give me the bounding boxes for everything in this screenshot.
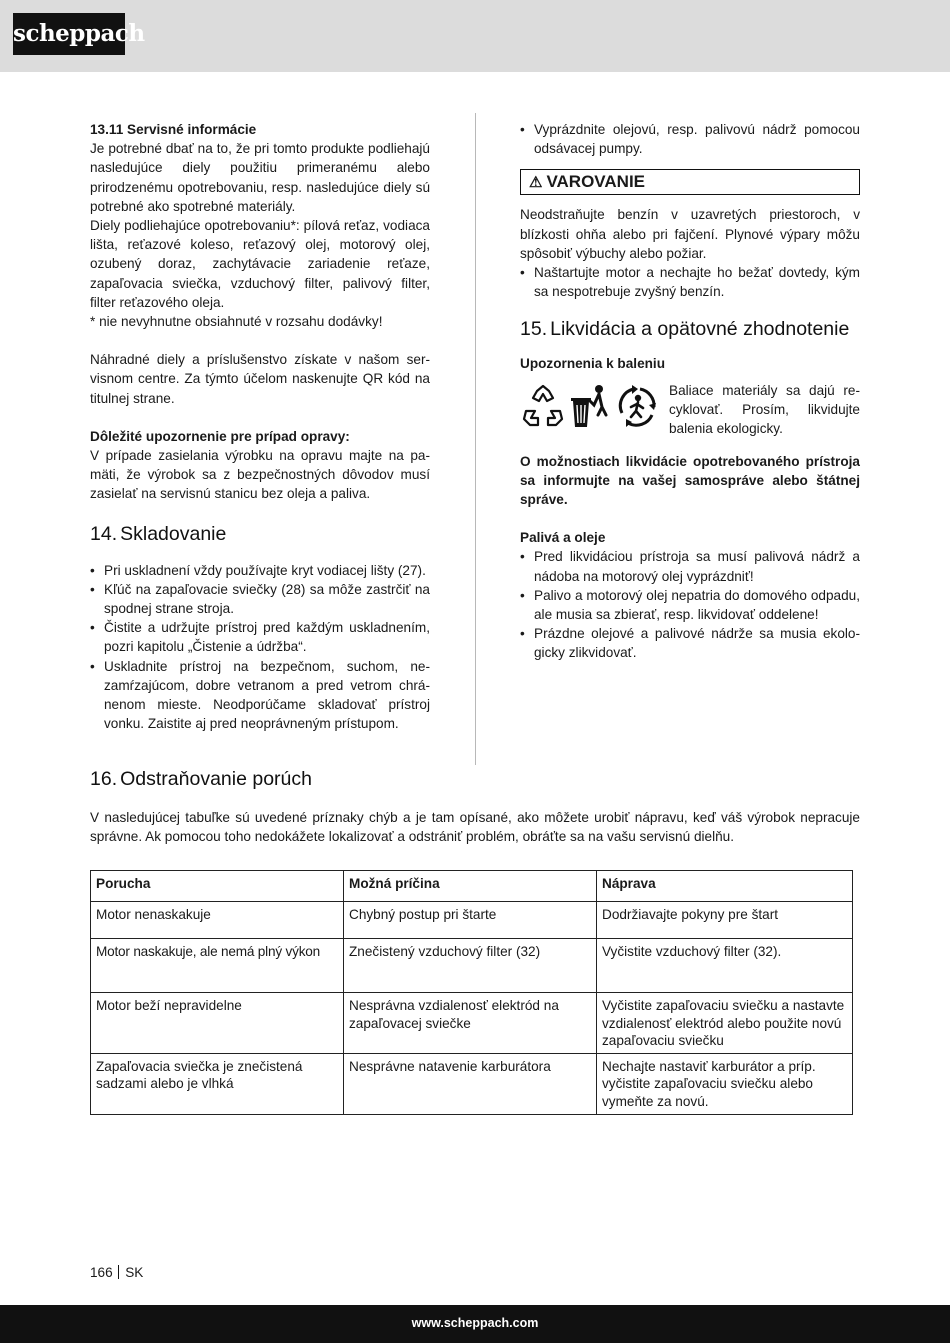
recycle-icon	[520, 383, 566, 429]
repair-text: V prípade zasielania výrobku na opravu majte na pamäti, že výrobok sa z bezpečnostných dôvodov musí zasielať na servisnú stanicu bez oleja a paliva.	[90, 448, 430, 502]
table-cell: Vyčistite zapaľovaciu sviečku a nastavte vzdialenosť elektród alebo použite novú zapaľovaciu sviečku	[597, 993, 853, 1054]
table-cell: Vyčistite vzduchový filter (32).	[597, 939, 853, 993]
warning-list	[520, 263, 860, 301]
municipal-note: O možnostiach likvidácie opotrebovaného prístroja sa informujte na vašej samospráve alebo štátnej správe.	[520, 453, 860, 508]
storage-title: Skladovanie	[120, 522, 227, 545]
spare-parts-text: Náhradné diely a príslušenstvo získate v našom servisnom centre. Za týmto účelom naskenujte QR kód na titulnej strane.	[90, 352, 430, 406]
troubleshooting-number: 16.	[90, 768, 118, 790]
fuel-list	[520, 547, 860, 662]
disposal-title: Likvidácia a opätovné zhodnotenie	[550, 318, 850, 341]
storage-heading	[90, 521, 430, 547]
service-title: 13.11 Servisné informácie	[90, 122, 257, 137]
warning-label: VAROVANIE	[546, 172, 645, 192]
packaging-icons	[520, 381, 660, 441]
trash-bin-icon	[570, 383, 610, 429]
column-header: Náprava	[597, 871, 853, 902]
troubleshooting-table	[90, 870, 853, 1115]
table-cell: Motor beží nepravidelne	[91, 993, 344, 1054]
storage-list	[90, 561, 430, 734]
column-divider	[475, 113, 476, 765]
column-header: Porucha	[91, 871, 344, 902]
recycle-person-icon	[614, 383, 660, 429]
table-cell: Motor naskakuje, ale nemá plný výkon	[91, 939, 344, 993]
table-cell: Dodržiavajte pokyny pre štart	[597, 902, 853, 939]
table-cell: Nesprávna vzdialenosť elektród na zapaľovacej sviečke	[344, 993, 597, 1054]
column-header: Možná príčina	[344, 871, 597, 902]
warning-triangle-icon: ⚠	[529, 174, 543, 192]
list-item: • Prázdne olejové a palivové nádrže sa musia ekologicky zlikvidovať.	[520, 624, 860, 662]
page-number: 166	[90, 1265, 113, 1280]
warning-box	[520, 169, 860, 195]
disposal-number: 15.	[520, 318, 548, 341]
page-number-block	[90, 1265, 143, 1280]
troubleshooting-title: Odstraňovanie porúch	[120, 768, 312, 790]
table-row	[91, 1053, 853, 1114]
troubleshooting-intro: V nasledujúcej tabuľke sú uvedené príznaky chýb a je tam opísané, ako môžete urobiť nápravu, keď váš výrobok nepracuje správne. Ak pomocou toho nedokážete lokalizovať a odstrániť problém, obráťte sa na vašu servisnú dielňu.	[90, 810, 860, 845]
page-header	[0, 0, 950, 72]
service-paragraph-2: Diely podliehajúce opotrebovaniu*: pílová reťaz, vodiaca lišta, reťazové koleso, reťazový olej, motorový olej, ozubený doraz, zachytávacie zariadenie reťaze, zapaľovacia sviečka, vzduchový filter, palivový filter, filter reťazového oleja.	[90, 218, 430, 310]
list-item: • Pri uskladnení vždy používajte kryt vodiacej lišty (27).	[90, 561, 430, 580]
service-note: * nie nevyhnutne obsiahnuté v rozsahu dodávky!	[90, 314, 383, 330]
page-footer	[0, 1305, 950, 1343]
website-link[interactable]: www.scheppach.com	[411, 1316, 539, 1330]
separator	[118, 1265, 120, 1279]
table-cell: Znečistený vzduchový filter (32)	[344, 939, 597, 993]
drain-list	[520, 120, 860, 158]
table-cell: Nechajte nastaviť karburátor a príp. vyčistite zapaľovaciu sviečku alebo vymeňte za novú.	[597, 1053, 853, 1114]
list-item: • Kľúč na zapaľovacie sviečky (28) sa môže zastrčiť na spodnej strane stroja.	[90, 580, 430, 618]
fuel-title: Palivá a oleje	[520, 530, 606, 546]
brand-logo: scheppach	[13, 13, 125, 55]
table-row	[91, 902, 853, 939]
troubleshooting-section	[90, 766, 860, 846]
packaging-block	[520, 381, 860, 441]
list-item: • Uskladnite prístroj na bezpečnom, suchom, nezamŕzajúcom, dobre vetranom a pred vetrom chránenom mieste. Neodporúčame skladovať prístroj vonku. Zaistite aj pred neoprávneným prístupom.	[90, 657, 430, 734]
table-cell: Chybný postup pri štarte	[344, 902, 597, 939]
service-paragraph-1: Je potrebné dbať na to, že pri tomto produkte podliehajú nasledujúce diely použitiu primeranému alebo prirodzenému opotrebovaniu, resp. nasledujúce diely sú potrebné ako spotrebné materiály.	[90, 141, 430, 214]
storage-number: 14.	[90, 522, 118, 545]
troubleshooting-heading	[90, 766, 860, 792]
table-row	[91, 993, 853, 1054]
list-item: • Naštartujte motor a nechajte ho bežať dovtedy, kým sa nespotrebuje zvyšný benzín.	[520, 263, 860, 301]
table-cell: Zapaľovacia sviečka je znečistená sadzami alebo je vlhká	[91, 1053, 344, 1114]
list-item: • Čistite a udržujte prístroj pred každým uskladnením, pozri kapitolu „Čistenie a údržba“.	[90, 618, 430, 656]
list-item: • Vyprázdnite olejovú, resp. palivovú nádrž pomocou odsávacej pumpy.	[520, 120, 860, 158]
repair-title: Dôležité upozornenie pre prípad opravy:	[90, 428, 350, 444]
table-row	[91, 939, 853, 993]
language-code: SK	[125, 1265, 144, 1280]
table-cell: Nesprávne natavenie karburátora	[344, 1053, 597, 1114]
list-item: • Pred likvidáciou prístroja sa musí palivová nádrž a nádoba na motorový olej vyprázdniť!	[520, 547, 860, 585]
list-item: • Palivo a motorový olej nepatria do domového odpadu, ale musia sa zbierať, resp. likvidovať oddelene!	[520, 586, 860, 624]
right-column	[520, 120, 860, 663]
table-cell: Motor nenaskakuje	[91, 902, 344, 939]
left-column	[90, 120, 430, 733]
disposal-heading	[520, 316, 860, 342]
warning-text: Neodstraňujte benzín v uzavretých priestoroch, v blízkosti ohňa alebo pri fajčení. Plynové výpary môžu spôsobiť výbuchy alebo požiar.	[520, 207, 860, 261]
table-header-row	[91, 871, 853, 902]
packaging-title: Upozornenia k baleniu	[520, 356, 666, 372]
packaging-text: Baliace materiály sa dajú recyklovať. Prosím, likvidujte balenia ekologicky.	[669, 382, 860, 437]
